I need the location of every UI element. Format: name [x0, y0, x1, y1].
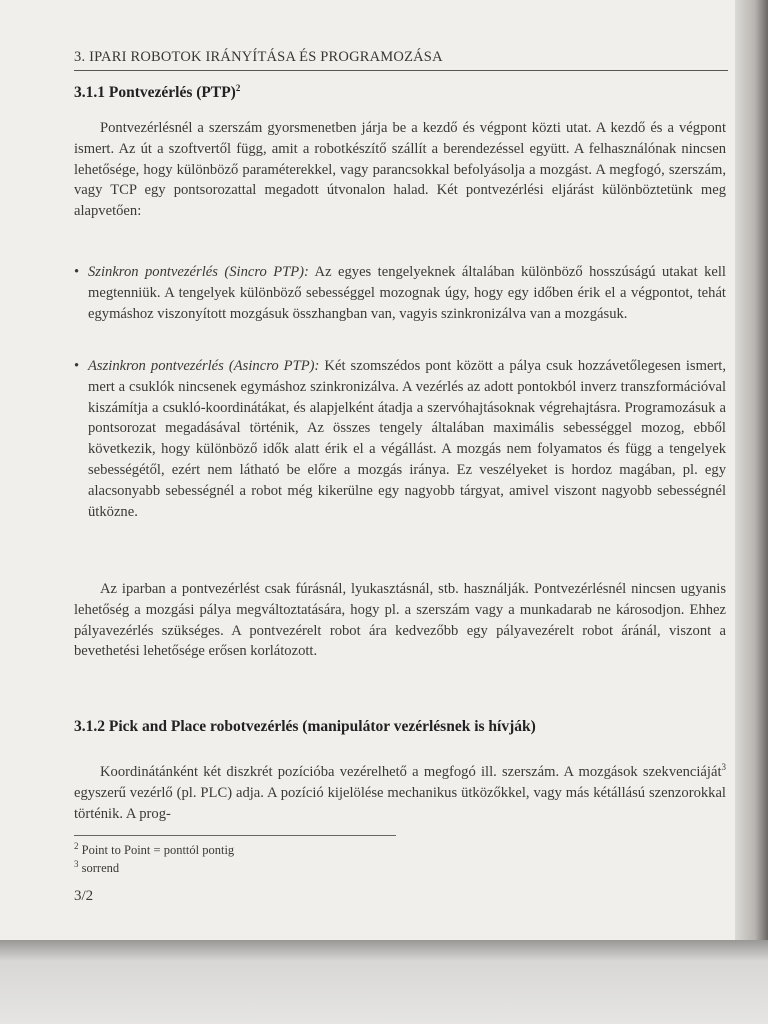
footnote-3 [74, 858, 120, 876]
footnote-rule [74, 835, 396, 836]
running-header: 3. IPARI ROBOTOK IRÁNYÍTÁSA ÉS PROGRAMOZÁSA [74, 49, 443, 65]
page-edge-shadow [735, 0, 768, 940]
bullet-text: Két szomszédos pont között a pálya csuk hozzávetőlegesen ismert, mert a csuklók nincsenek egymáshoz szinkronizálva. A vezérlés az adott pontokból inverz transzformációval kiszámítja a csukló-koordinátákat, és alapjelként átadja a szervóhajtásoknak végrehajtásra. Programozásuk a pontsorozat megadásával történik, Az összes tengely általában maximális sebességgel mozog, ebből következik, hogy különböző idők alatt érik el a végállást. A mozgás nem folyamatos és függ a tengelyek sebességétől, ezért nem látható be előre a mozgás iránya. Ez veszélyeket is hordoz magában, pl. egy alacsonyabb sebességnél a robot még kikerülne egy nagyobb tárgyat, amivel viszont nagyobb sebességnél ütközne. [88, 358, 726, 520]
bullet-term: Aszinkron pontvezérlés (Asincro PTP): [88, 358, 320, 374]
section-heading-ptp [74, 84, 240, 102]
bullet-dot: • [74, 264, 80, 280]
ptp-intro-paragraph: Pontvezérlésnél a szerszám gyorsmenetben járja be a kezdő és végpont közti utat. A kezdő és a végpont ismert. Az út a szoftvertől függ, amit a robotkészítő szállít a berendezéssel együtt. A felhasználónak nincsen lehetősége, hogy különböző paraméterekkel, vagy parancsokkal befolyásolja a mozgást. A megfogó, szerszám, vagy TCP egy pontsorozattal megadott útvonalon halad. Két pontvezérlési eljárást különböztetünk meg alapvetően: [74, 120, 726, 220]
footnote-number: 3 [74, 858, 79, 869]
footnote-ref-3: 3 [721, 762, 726, 773]
footnote-number: 2 [74, 840, 79, 851]
pick-place-text-b: egyszerű vezérlő (pl. PLC) adja. A pozíció kijelölése mechanikus ütközőkkel, vagy más kétállású szenzorokkal történik. A prog- [74, 784, 726, 822]
bullet-text: Az egyes tengelyeknek általában különböző hosszúságú utakat kell megtenniük. A tengelyek különböző sebességgel mozognak úgy, hogy egy időben érik el a végpontot, tehát egymáshoz viszonyított mozgásuk összhangban van, vagyis szinkronizálva van a mozgásuk. [88, 264, 726, 322]
footnote-2 [74, 840, 235, 858]
scan-background [0, 940, 768, 1024]
pick-place-paragraph [74, 762, 726, 824]
footnote-ref-2: 2 [235, 82, 241, 93]
header-rule [74, 70, 728, 71]
footnote-text: sorrend [81, 861, 120, 875]
pick-place-text-a: Koordinátánként két diszkrét pozícióba vezérelhető a megfogó ill. szerszám. A mozgások szekvenciáját [100, 764, 722, 780]
bullet-term: Szinkron pontvezérlés (Sincro PTP): [88, 264, 309, 280]
bullet-async-ptp [74, 356, 726, 522]
ptp-closing-paragraph: Az iparban a pontvezérlést csak fúrásnál, lyukasztásnál, stb. használják. Pontvezérlésnél nincsen ugyanis lehetőség a mozgási pálya megváltoztatására, hogy pl. a szerszám vagy a munkadarab ne károsodjon. Ehhez pályavezérlés szükséges. A pontvezérelt robot ára kedvezőbb egy pályavezérelt robot áránál, viszont a bevethetési lehetősége erősen korlátozott. [74, 581, 726, 660]
bullet-sync-ptp [74, 262, 726, 324]
footnote-text: Point to Point = ponttól pontig [81, 843, 235, 857]
bullet-dot: • [74, 358, 80, 374]
section-heading-ptp-text: 3.1.1 Pontvezérlés (PTP) [74, 84, 236, 101]
section-heading-pick-place: 3.1.2 Pick and Place robotvezérlés (manipulátor vezérlésnek is hívják) [74, 718, 536, 735]
page-number: 3/2 [74, 888, 94, 904]
